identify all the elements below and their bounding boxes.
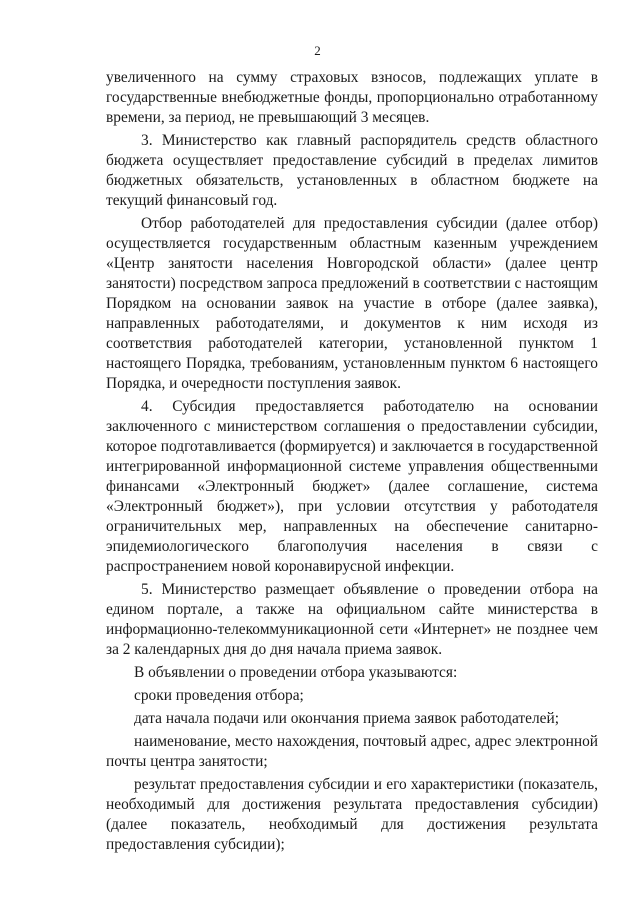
announcement-intro: В объявлении о проведении отбора указываются: [134,664,458,681]
paragraph-5: 5. Министерство размещает объявление о проведении отбора на едином портале, а также на официальном сайте министерства в информационно-телекоммуникационной сети «Интернет» не позднее чем за 2 календарных дня до дня начала приема заявок. [106,581,598,658]
page-number: 2 [314,43,321,58]
list-item-terms: сроки проведения отбора; [134,687,304,704]
paragraph-continuation: увеличенного на сумму страховых взносов, подлежащих уплате в государственные внебюджетные фонды, пропорционально отработанному времени, за период, не превышающий 3 месяцев. [106,69,598,126]
paragraph-3: 3. Министерство как главный распорядитель средств областного бюджета осуществляет предоставление субсидий в пределах лимитов бюджетных обязательств, установленных в областном бюджете на текущий финансовый год. [106,132,598,209]
list-item-contact: наименование, место нахождения, почтовый адрес, адрес электронной почты центра занятости; [106,733,598,770]
list-item-result: результат предоставления субсидии и его характеристики (показатель, необходимый для достижения результата предоставления субсидии) (далее показатель, необходимый для достижения результата предоставления субсидии); [106,776,598,853]
paragraph-4: 4. Субсидия предоставляется работодателю на основании заключенного с министерством соглашения о предоставлении субсидии, которое подготавливается (формируется) и заключается в государственной интегрированной информационной системе управления общественными финансами «Электронный бюджет» (далее соглашение, система «Электронный бюджет»), при условии отсутствия у работодателя ограничительных мер, направленных на обеспечение санитарно-эпидемиологического благополучия населения в связи с распространением новой коронавирусной инфекции. [106,398,598,575]
list-item-dates: дата начала подачи или окончания приема заявок работодателей; [134,710,559,727]
document-body [106,68,598,858]
paragraph-selection: Отбор работодателей для предоставления субсидии (далее отбор) осуществляется государственным областным казенным учреждением «Центр занятости населения Новгородской области» (далее центр занятости) посредством запроса предложений в соответствии с настоящим Порядком на основании заявок на участие в отборе (далее заявка), направленных работодателями, и документов к ним исходя из соответствия работодателей категории, установленной пунктом 1 настоящего Порядка, требованиям, установленным пунктом 6 настоящего Порядка, и очередности поступления заявок. [106,215,598,392]
